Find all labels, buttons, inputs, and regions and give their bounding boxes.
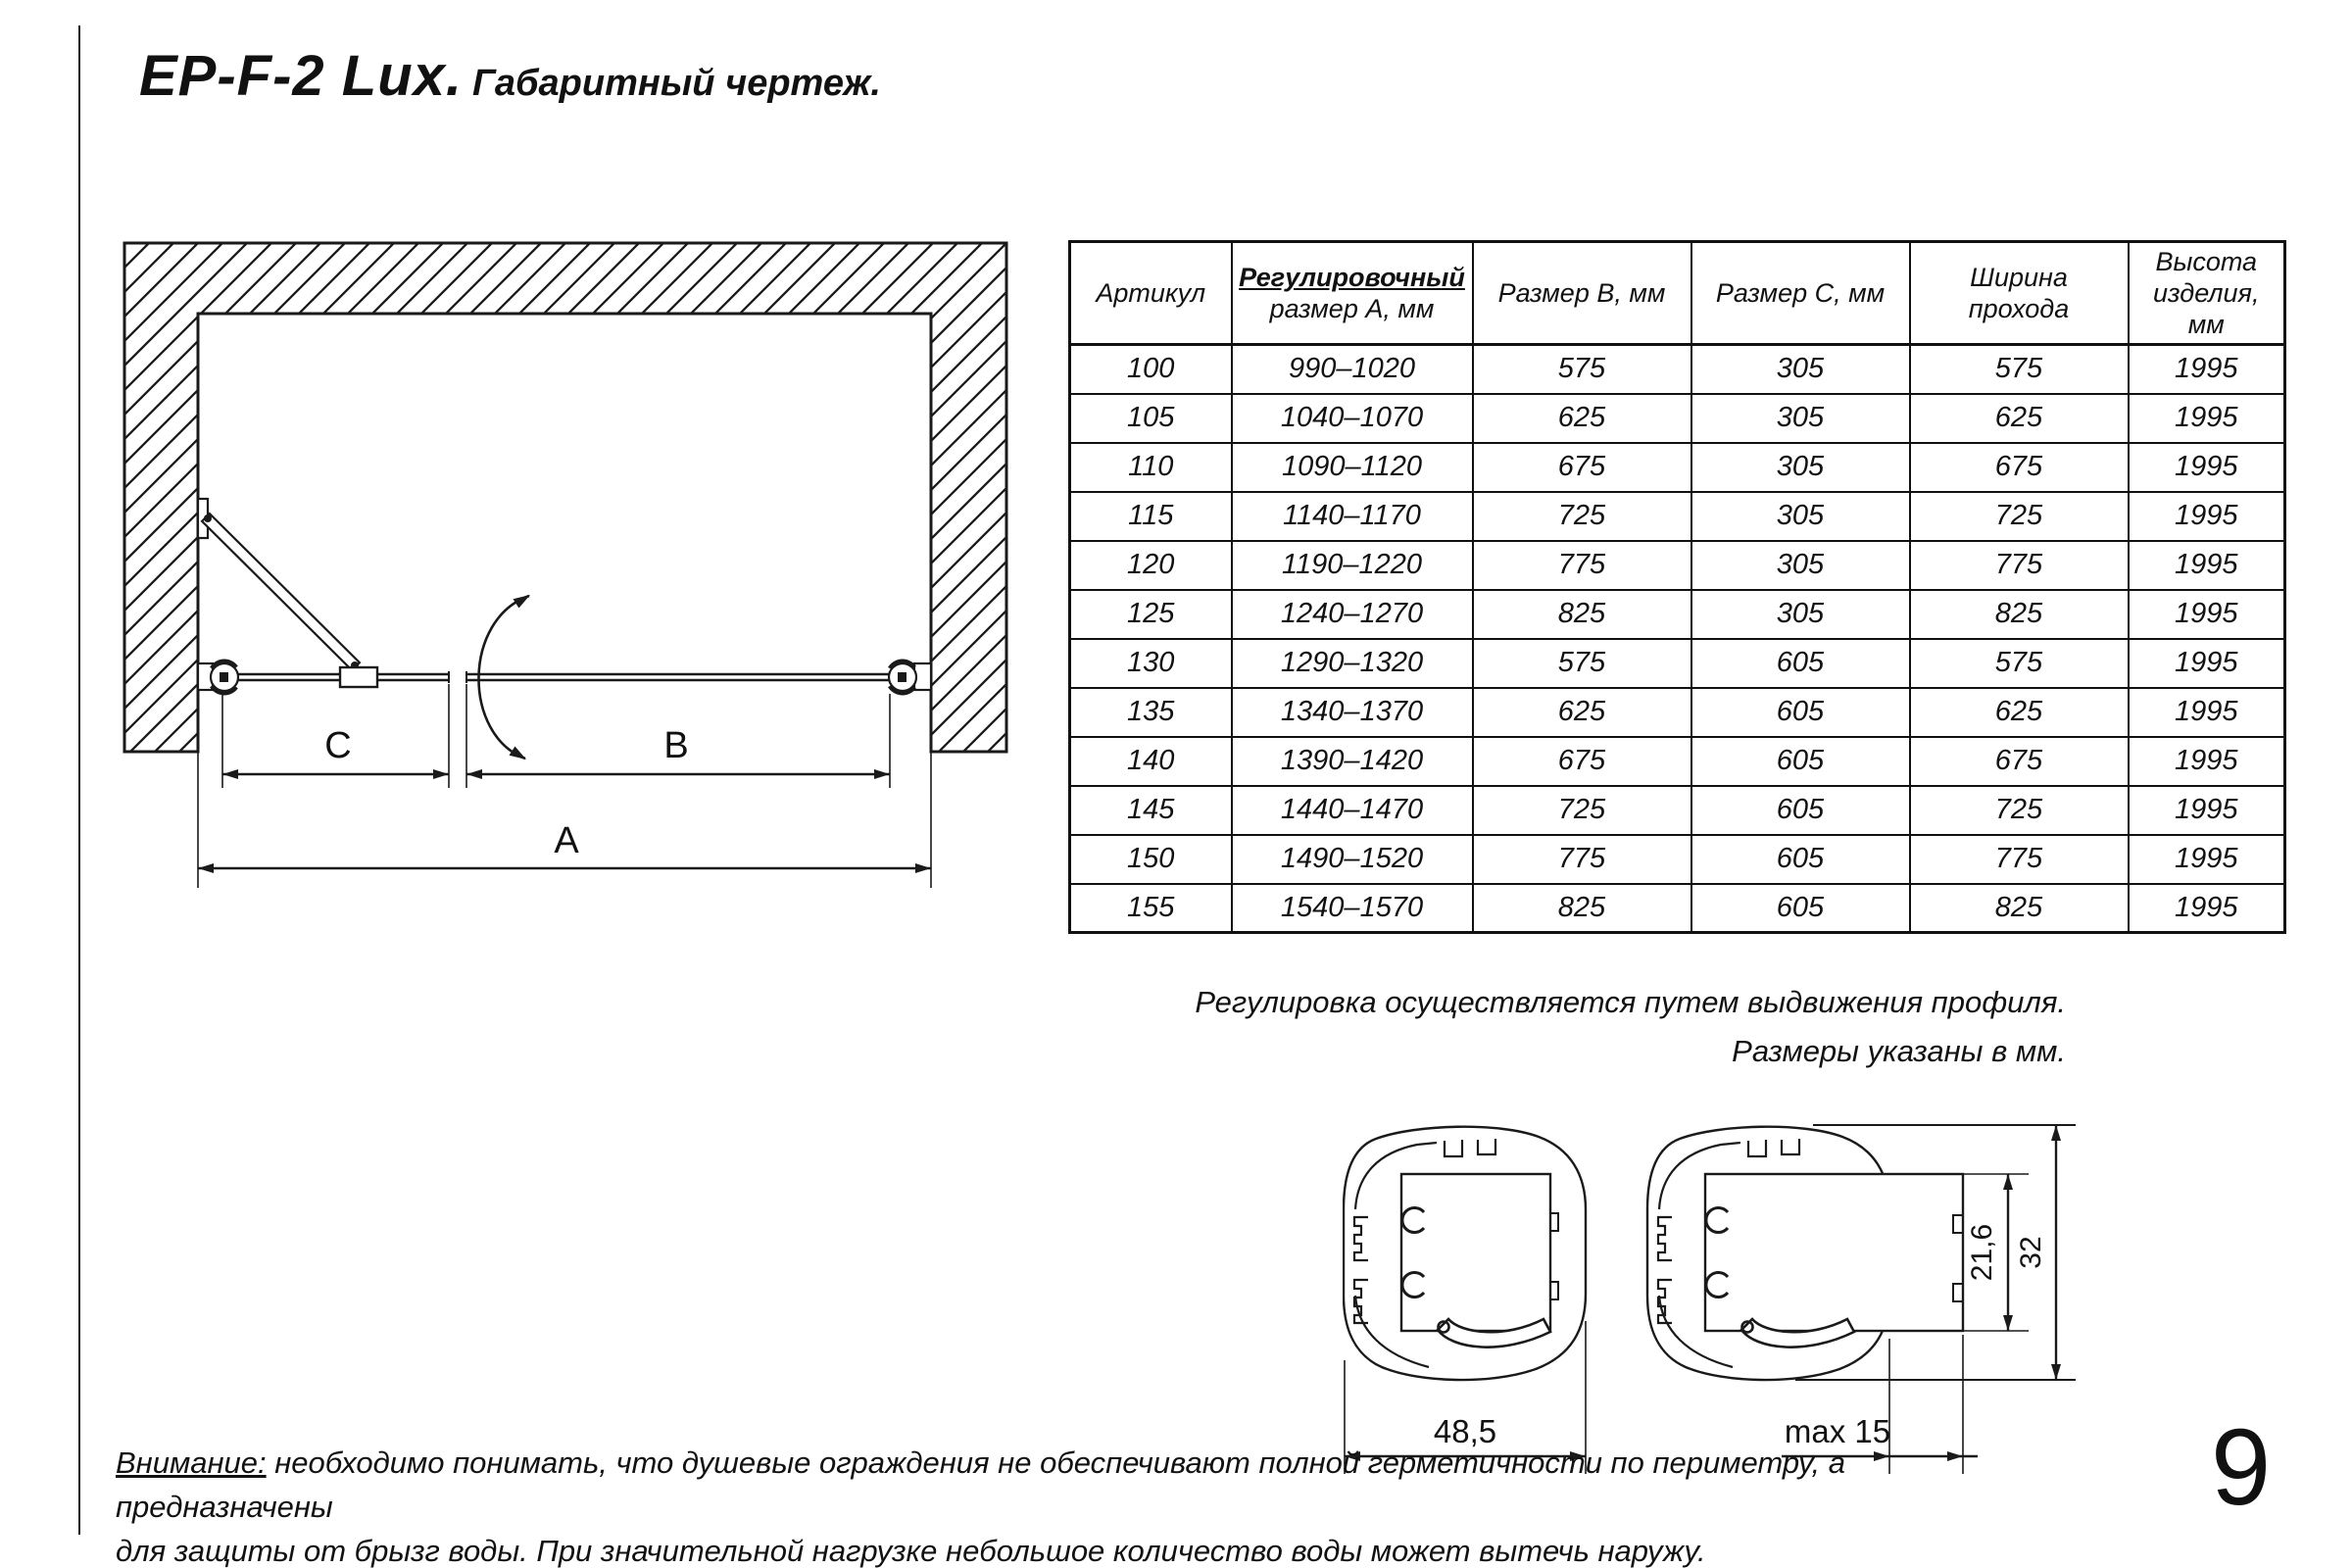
header-text: прохода bbox=[1968, 294, 2070, 323]
table-cell: 675 bbox=[1910, 443, 2129, 492]
table-cell: 120 bbox=[1070, 541, 1232, 590]
table-cell: 775 bbox=[1473, 835, 1691, 884]
warning-note bbox=[116, 1441, 2056, 1568]
warning-line-1 bbox=[116, 1441, 2056, 1529]
table-cell: 775 bbox=[1910, 835, 2129, 884]
dimension-b bbox=[466, 725, 890, 779]
header-text: Размер С, мм bbox=[1715, 278, 1886, 308]
table-cell: 305 bbox=[1691, 492, 1910, 541]
table-row bbox=[1070, 688, 2285, 737]
header-text: размер А, мм bbox=[1269, 294, 1435, 323]
dimension-c bbox=[222, 725, 449, 779]
table-cell: 155 bbox=[1070, 884, 1232, 933]
table-cell: 575 bbox=[1473, 639, 1691, 688]
table-cell: 1995 bbox=[2129, 443, 2285, 492]
dim-label-a: A bbox=[554, 820, 579, 861]
table-cell: 305 bbox=[1691, 590, 1910, 639]
table-cell: 125 bbox=[1070, 590, 1232, 639]
table-cell: 1995 bbox=[2129, 394, 2285, 443]
warning-line-2 bbox=[116, 1529, 2056, 1568]
header-text: Ширина bbox=[1970, 263, 2068, 292]
table-cell: 305 bbox=[1691, 541, 1910, 590]
dim-label-width: 48,5 bbox=[1433, 1413, 1497, 1449]
dimension-a bbox=[198, 820, 931, 873]
brace-pivot-top bbox=[204, 514, 212, 522]
size-table bbox=[1068, 240, 2286, 934]
header-passage-width bbox=[1910, 242, 2129, 345]
header-text: Артикул bbox=[1096, 278, 1206, 308]
profile-section-closed bbox=[1344, 1127, 1586, 1380]
table-cell: 1190–1220 bbox=[1232, 541, 1473, 590]
swing-arrow-top bbox=[513, 590, 532, 608]
table-cell: 1995 bbox=[2129, 835, 2285, 884]
table-cell: 1995 bbox=[2129, 639, 2285, 688]
table-cell: 675 bbox=[1910, 737, 2129, 786]
door-swing-arc bbox=[478, 596, 529, 759]
table-cell: 1540–1570 bbox=[1232, 884, 1473, 933]
note-line-2: Размеры указаны в мм. bbox=[1732, 1034, 2066, 1068]
table-cell: 625 bbox=[1473, 688, 1691, 737]
header-size-a bbox=[1232, 242, 1473, 345]
table-cell: 725 bbox=[1473, 492, 1691, 541]
adjustment-note bbox=[1195, 978, 2066, 1076]
table-cell: 135 bbox=[1070, 688, 1232, 737]
table-cell: 1995 bbox=[2129, 786, 2285, 835]
table-row bbox=[1070, 786, 2285, 835]
table-cell: 625 bbox=[1910, 394, 2129, 443]
header-text: изделия, bbox=[2153, 278, 2260, 308]
header-size-b bbox=[1473, 242, 1691, 345]
header-product-height bbox=[2129, 242, 2285, 345]
table-cell: 605 bbox=[1691, 786, 1910, 835]
note-line-1: Регулировка осуществляется путем выдвижения профиля. bbox=[1195, 985, 2066, 1019]
dim-label-outer-height: 32 bbox=[2015, 1236, 2047, 1269]
wall-profile-right bbox=[889, 662, 931, 693]
table-cell: 1090–1120 bbox=[1232, 443, 1473, 492]
table-cell: 305 bbox=[1691, 345, 1910, 394]
table-cell: 1995 bbox=[2129, 884, 2285, 933]
table-cell: 105 bbox=[1070, 394, 1232, 443]
table-cell: 140 bbox=[1070, 737, 1232, 786]
table-cell: 1995 bbox=[2129, 541, 2285, 590]
table-row bbox=[1070, 639, 2285, 688]
warning-label: Внимание: bbox=[116, 1446, 267, 1480]
page-subtitle: Габаритный чертеж. bbox=[472, 63, 881, 104]
table-cell: 725 bbox=[1910, 786, 2129, 835]
table-cell: 1490–1520 bbox=[1232, 835, 1473, 884]
table-cell: 1995 bbox=[2129, 688, 2285, 737]
table-cell: 100 bbox=[1070, 345, 1232, 394]
table-cell: 1290–1320 bbox=[1232, 639, 1473, 688]
table-cell: 110 bbox=[1070, 443, 1232, 492]
table-cell: 725 bbox=[1910, 492, 2129, 541]
table-cell: 150 bbox=[1070, 835, 1232, 884]
swing-arrow-bottom bbox=[509, 747, 528, 764]
product-code: EP-F-2 Lux. bbox=[139, 44, 464, 108]
door-panel bbox=[466, 671, 889, 683]
warning-text-1: необходимо понимать, что душевые ограждения не обеспечивают полной герметичности по периметру, а предназначены bbox=[116, 1446, 1845, 1524]
table-cell: 625 bbox=[1910, 688, 2129, 737]
panel-connector bbox=[340, 667, 377, 687]
table-cell: 1240–1270 bbox=[1232, 590, 1473, 639]
table-header-row bbox=[1070, 242, 2285, 345]
table-cell: 1995 bbox=[2129, 492, 2285, 541]
page-title bbox=[139, 43, 881, 109]
profile-section-extended bbox=[1647, 1127, 1963, 1380]
header-size-c bbox=[1691, 242, 1910, 345]
table-cell: 305 bbox=[1691, 394, 1910, 443]
table-cell: 825 bbox=[1910, 590, 2129, 639]
table-cell: 305 bbox=[1691, 443, 1910, 492]
table-cell: 605 bbox=[1691, 639, 1910, 688]
table-cell: 675 bbox=[1473, 737, 1691, 786]
table-cell: 1995 bbox=[2129, 590, 2285, 639]
installation-drawing bbox=[118, 225, 1049, 911]
table-cell: 115 bbox=[1070, 492, 1232, 541]
support-brace bbox=[202, 514, 360, 670]
table-cell: 145 bbox=[1070, 786, 1232, 835]
table-cell: 1995 bbox=[2129, 345, 2285, 394]
wall-profile-left bbox=[198, 662, 238, 693]
header-text: Регулировочный bbox=[1239, 263, 1465, 292]
table-cell: 1340–1370 bbox=[1232, 688, 1473, 737]
table-cell: 625 bbox=[1473, 394, 1691, 443]
warning-text-2: для защиты от брызг воды. При значительной нагрузке небольшое количество воды может вытечь наружу. bbox=[116, 1534, 1706, 1568]
table-cell: 825 bbox=[1910, 884, 2129, 933]
table-row bbox=[1070, 590, 2285, 639]
table-cell: 575 bbox=[1910, 639, 2129, 688]
table-row bbox=[1070, 345, 2285, 394]
table-row bbox=[1070, 737, 2285, 786]
table-cell: 605 bbox=[1691, 688, 1910, 737]
table-cell: 1995 bbox=[2129, 737, 2285, 786]
table-cell: 775 bbox=[1473, 541, 1691, 590]
dim-label-extension: max 15 bbox=[1784, 1413, 1891, 1449]
table-row bbox=[1070, 394, 2285, 443]
profile-sections-drawing bbox=[1343, 1098, 2087, 1490]
dim-label-b: B bbox=[663, 725, 689, 766]
table-cell: 825 bbox=[1473, 884, 1691, 933]
table-cell: 605 bbox=[1691, 737, 1910, 786]
table-cell: 675 bbox=[1473, 443, 1691, 492]
table-cell: 775 bbox=[1910, 541, 2129, 590]
table-cell: 575 bbox=[1473, 345, 1691, 394]
table-cell: 1040–1070 bbox=[1232, 394, 1473, 443]
dim-label-c: C bbox=[324, 725, 352, 766]
table-cell: 1390–1420 bbox=[1232, 737, 1473, 786]
table-cell: 605 bbox=[1691, 884, 1910, 933]
page-number: 9 bbox=[2211, 1407, 2272, 1528]
table-cell: 605 bbox=[1691, 835, 1910, 884]
header-articul bbox=[1070, 242, 1232, 345]
table-row bbox=[1070, 835, 2285, 884]
header-text: мм bbox=[2187, 310, 2225, 339]
page-border-line bbox=[78, 25, 80, 1535]
table-cell: 575 bbox=[1910, 345, 2129, 394]
header-text: Высота bbox=[2155, 247, 2258, 276]
dim-label-inner-height: 21,6 bbox=[1966, 1223, 1998, 1282]
table-row bbox=[1070, 541, 2285, 590]
table-cell: 1140–1170 bbox=[1232, 492, 1473, 541]
table-row bbox=[1070, 884, 2285, 933]
table-cell: 825 bbox=[1473, 590, 1691, 639]
table-cell: 990–1020 bbox=[1232, 345, 1473, 394]
table-cell: 130 bbox=[1070, 639, 1232, 688]
header-text: Размер В, мм bbox=[1497, 278, 1666, 308]
table-cell: 1440–1470 bbox=[1232, 786, 1473, 835]
table-row bbox=[1070, 492, 2285, 541]
table-cell: 725 bbox=[1473, 786, 1691, 835]
table-row bbox=[1070, 443, 2285, 492]
